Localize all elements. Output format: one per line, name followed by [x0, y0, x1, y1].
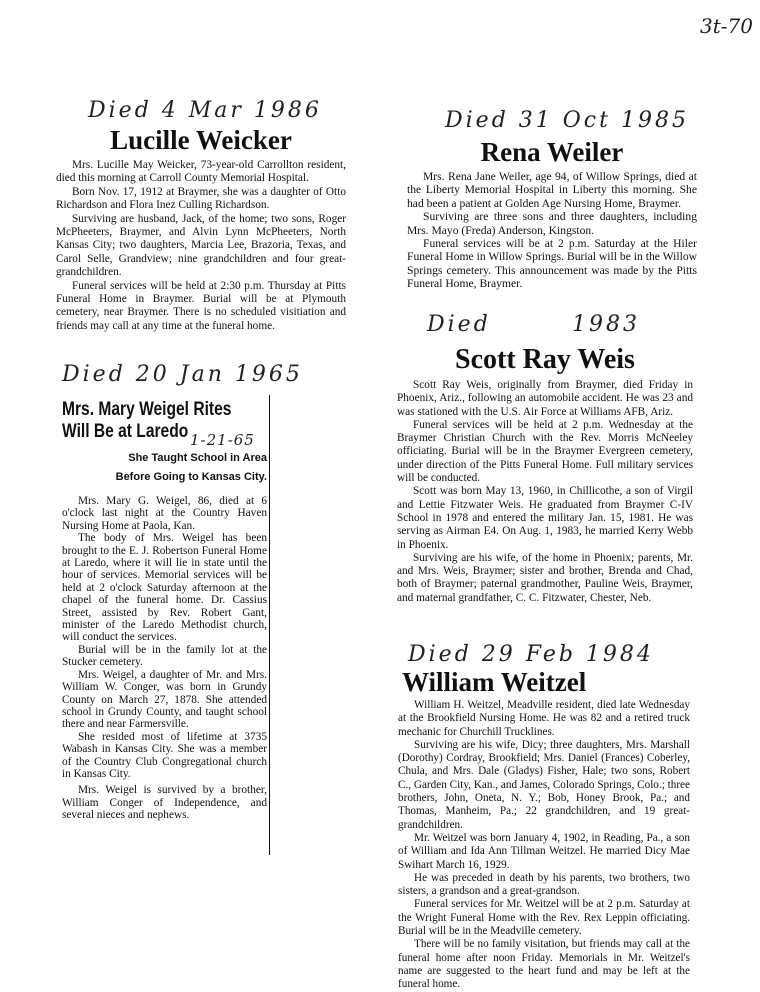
handwritten-year: 1983 [572, 312, 640, 337]
subhead-line-2: Before Going to Kansas City. [115, 471, 267, 483]
obituary-william-weitzel [398, 642, 690, 992]
obituary-rena-weiler [407, 108, 697, 291]
paragraph: Surviving are his wife, Dicy; three daughters, Mrs. Marshall (Dorothy) Cordray, Brookfield; Mrs. Daniel (Frances) Coberley, Chula, and Mrs. Dale (Gladys) Fisher, Hale; two sons, Robert C., Garden City, Kan., and James, Colorado Springs, Colo.; three brothers, John, Oneta, N. Y.; Bob, Honey Brook, Pa.; and Thomas, Manheim, Pa.; 22 grandchildren, and 19 great-grandchildren. [398, 738, 690, 831]
paragraph: Funeral services for Mr. Weitzel will be at 2 p.m. Saturday at the Wright Funeral Home with the Rev. Rex Leppin officiating. Burial will be in the Meadville cemetery. [398, 898, 690, 938]
obituary-body [397, 379, 693, 605]
paragraph: William H. Weitzel, Meadville resident, died late Wednesday at the Brookfield Nursing Home. He was 82 and a retired truck mechanic for Churchill Trucklines. [398, 699, 690, 738]
obituary-mary-weigel [62, 362, 303, 822]
paragraph: He was preceded in death by his parents, two brothers, two sisters, a grandson and a great-grandson. [398, 871, 690, 898]
obituary-scott-ray-weis [397, 312, 693, 605]
handwritten-died: Died [427, 312, 491, 337]
obituary-name: Rena Weiler [480, 137, 624, 167]
handwritten-death-date: Died 31 Oct 1985 [445, 108, 689, 133]
paragraph: Mrs. Mary G. Weigel, 86, died at 6 o'clock last night at the Country Haven Nursing Home at Paola, Kan. [62, 495, 267, 532]
page-number-handwritten: 3t-70 [700, 14, 753, 38]
paragraph: Mrs. Weigel, a daughter of Mr. and Mrs. William W. Conger, was born in Grundy County on March 27, 1878. She attended school in Grundy County, and taught school there and near Farmersville. [62, 668, 267, 731]
obituary-name: Lucille Weicker [110, 125, 292, 155]
paragraph: Funeral services will be held at 2:30 p.m. Thursday at Pitts Funeral Home in Braymer. Burial will be at Plymouth cemetery, near Braymer. There is no scheduled visitiation and friends may call at any time at the funeral home. [56, 279, 346, 332]
obituary-name: William Weitzel [402, 667, 587, 697]
paragraph: Mr. Weitzel was born January 4, 1902, in Reading, Pa., a son of William and Ida Ann Tillman Weitzel. He married Dicy Mae Swihart March 16, 1929. [398, 831, 690, 871]
paragraph: The body of Mrs. Weigel has been brought to the E. J. Robertson Funeral Home at Laredo, where it will lie in state until the hour of services. Memorial services will be held at 2 o'clock Saturday afternoon at the chapel of the funeral home. Dr. Cassius Street, assisted by Rev. Robert Gant, minister of the Laredo Methodist church, will conduct the services. [62, 532, 267, 644]
handwritten-death-date: Died 4 Mar 1986 [88, 98, 322, 123]
paragraph: Scott was born May 13, 1960, in Chillicothe, a son of Virgil and Lettie Fitzwater Weis. He graduated from Braymer C-IV School in 1978 and entered the military Jan. 15, 1981. He was serving as Airman E4. On Aug. 1, 1983, he married Kerry Webb in Phoenix. [397, 485, 693, 551]
obituary-name: Scott Ray Weis [455, 344, 635, 375]
paragraph: Mrs. Lucille May Weicker, 73-year-old Carrollton resident, died this morning at Carroll County Memorial Hospital. [56, 159, 346, 185]
paragraph: Surviving are three sons and three daughters, including Mrs. Mayo (Freda) Anderson, Kingston. [407, 210, 697, 237]
column-rule [269, 395, 270, 855]
obituary-body [62, 495, 267, 822]
paragraph: Mrs. Rena Jane Weiler, age 94, of Willow Springs, died at the Liberty Memorial Hospital in Liberty this morning. She had been a patient at Golden Age Nursing Home, Braymer. [407, 170, 697, 210]
paragraph: There will be no family visitation, but friends may call at the funeral home after noon Friday. Memorials in Mr. Weitzel's name are suggested to the heart fund and may be left at the funeral home. [398, 938, 690, 991]
paragraph: Surviving are husband, Jack, of the home; two sons, Roger McPheeters, Braymer, and Alvin Lynn McPheeters, North Kansas City; two daughters, Marcia Lee, Brazoria, Texas, and Carol Selle, Grandview; nine grandchildren and four great-grandchildren. [56, 212, 346, 279]
paragraph: Born Nov. 17, 1912 at Braymer, she was a daughter of Otto Richardson and Flora Inez Culling Richardson. [56, 185, 346, 212]
paragraph: Burial will be in the family lot at the Stucker cemetery. [62, 643, 267, 669]
paragraph: Scott Ray Weis, originally from Braymer, died Friday in Phoenix, Ariz., following an automobile accident. He was 23 and was stationed with the U.S. Air Force at Williams AFB, Ariz. [397, 379, 693, 418]
headline [62, 399, 267, 449]
handwritten-date: 1-21-65 [190, 431, 255, 449]
obituary-body [398, 699, 690, 992]
headline-line-2: Will Be at Laredo [62, 421, 189, 442]
obituary-lucille-weicker [56, 98, 346, 333]
handwritten-death-date: Died 29 Feb 1984 [408, 642, 654, 667]
handwritten-death-date: Died 20 Jan 1965 [62, 362, 303, 387]
paragraph: Mrs. Weigel is survived by a brother, William Conger of Independence, and several nieces and nephews. [62, 784, 267, 822]
subhead-line-1: She Taught School in Area [128, 452, 267, 464]
paragraph: Funeral services will be held at 2 p.m. Wednesday at the Braymer Christian Church with the Rev. Morris McNeeley officiating. Burial will be in the Braymer Evergreen cemetery, under direction of the Pitts Funeral Home. Full military services will be conducted. [397, 418, 693, 485]
headline-line-1: Mrs. Mary Weigel Rites [62, 399, 232, 420]
obituary-body [407, 170, 697, 291]
obituary-body [56, 159, 346, 333]
paragraph: Funeral services will be at 2 p.m. Saturday at the Hiler Funeral Home in Willow Springs. Burial will be in the Willow Springs cemetery. This announcement was made by the Pitts Funeral Home, Braymer. [407, 237, 697, 291]
paragraph: She resided most of lifetime at 3735 Wabash in Kansas City. She was a member of the Country Club Congregational church in Kansas City. [62, 730, 267, 780]
paragraph: Surviving are his wife, of the home in Phoenix; parents, Mr. and Mrs. Weis, Braymer; sister and brother, Brenda and Chad, both of Braymer; paternal grandmother, Pauline Weis, Braymer, and maternal grandfather, C. C. Fitzwater, Chester, Neb. [397, 551, 693, 604]
